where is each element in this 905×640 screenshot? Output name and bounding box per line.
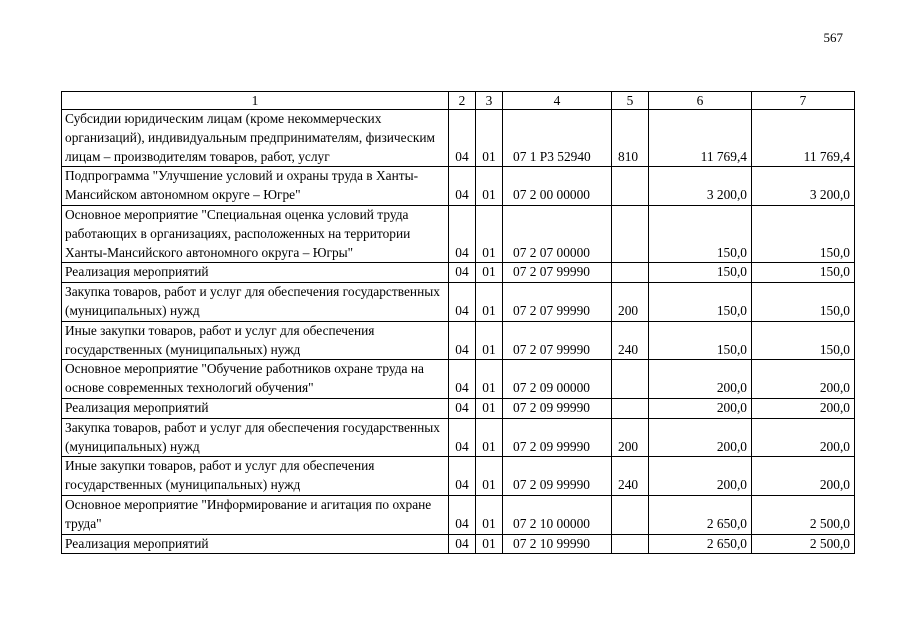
row-expense-type	[612, 205, 649, 262]
row-amount-1: 150,0	[649, 263, 752, 283]
table-body	[62, 110, 855, 554]
row-amount-1: 3 200,0	[649, 167, 752, 206]
row-section: 04	[449, 283, 476, 322]
header-row	[62, 92, 855, 110]
table-row	[62, 534, 855, 554]
row-expense-type	[612, 534, 649, 554]
row-subsection: 01	[476, 321, 503, 360]
row-name: Иные закупки товаров, работ и услуг для обеспечения государственных (муниципальных) нужд	[62, 457, 449, 496]
row-amount-2: 11 769,4	[752, 110, 855, 167]
row-target-code: 07 2 09 99990	[503, 398, 612, 418]
row-subsection: 01	[476, 110, 503, 167]
row-section: 04	[449, 205, 476, 262]
row-target-code: 07 2 07 99990	[503, 283, 612, 322]
row-name: Основное мероприятие "Информирование и агитация по охране труда"	[62, 495, 449, 534]
header-col-3: 3	[476, 92, 503, 110]
row-name: Реализация мероприятий	[62, 398, 449, 418]
row-amount-1: 11 769,4	[649, 110, 752, 167]
row-name: Реализация мероприятий	[62, 263, 449, 283]
row-section: 04	[449, 398, 476, 418]
table-row	[62, 321, 855, 360]
row-amount-1: 150,0	[649, 283, 752, 322]
row-section: 04	[449, 321, 476, 360]
row-target-code: 07 2 07 99990	[503, 321, 612, 360]
row-target-code: 07 2 07 00000	[503, 205, 612, 262]
header-col-1: 1	[62, 92, 449, 110]
row-subsection: 01	[476, 283, 503, 322]
row-target-code: 07 2 10 99990	[503, 534, 612, 554]
table-row	[62, 263, 855, 283]
row-target-code: 07 2 09 00000	[503, 360, 612, 399]
header-col-4: 4	[503, 92, 612, 110]
table-header	[62, 92, 855, 110]
row-amount-1: 200,0	[649, 360, 752, 399]
row-subsection: 01	[476, 457, 503, 496]
row-amount-1: 2 650,0	[649, 534, 752, 554]
row-expense-type	[612, 398, 649, 418]
row-subsection: 01	[476, 205, 503, 262]
budget-table	[61, 91, 855, 554]
row-name: Основное мероприятие "Обучение работников охране труда на основе современных технологий обучения"	[62, 360, 449, 399]
row-name: Реализация мероприятий	[62, 534, 449, 554]
row-amount-2: 3 200,0	[752, 167, 855, 206]
table-row	[62, 418, 855, 457]
page-number: 567	[823, 30, 843, 45]
table-row	[62, 457, 855, 496]
table-row	[62, 205, 855, 262]
row-amount-1: 150,0	[649, 205, 752, 262]
header-col-5: 5	[612, 92, 649, 110]
table-row	[62, 283, 855, 322]
row-expense-type	[612, 495, 649, 534]
row-name: Подпрограмма "Улучшение условий и охраны труда в Ханты-Мансийском автономном округе – Югре"	[62, 167, 449, 206]
row-section: 04	[449, 360, 476, 399]
row-target-code: 07 2 09 99990	[503, 457, 612, 496]
table-row	[62, 360, 855, 399]
row-amount-2: 2 500,0	[752, 534, 855, 554]
row-amount-2: 200,0	[752, 360, 855, 399]
row-amount-1: 200,0	[649, 457, 752, 496]
row-section: 04	[449, 110, 476, 167]
row-section: 04	[449, 534, 476, 554]
row-target-code: 07 2 00 00000	[503, 167, 612, 206]
row-amount-1: 200,0	[649, 398, 752, 418]
row-subsection: 01	[476, 495, 503, 534]
row-target-code: 07 2 07 99990	[503, 263, 612, 283]
row-amount-2: 200,0	[752, 457, 855, 496]
row-name: Субсидии юридическим лицам (кроме некоммерческих организаций), индивидуальным предпринимателям, физическим лицам – производителям товаров, работ, услуг	[62, 110, 449, 167]
row-amount-2: 150,0	[752, 283, 855, 322]
row-section: 04	[449, 457, 476, 496]
row-amount-2: 200,0	[752, 418, 855, 457]
table-row	[62, 167, 855, 206]
header-col-2: 2	[449, 92, 476, 110]
row-subsection: 01	[476, 167, 503, 206]
row-amount-1: 2 650,0	[649, 495, 752, 534]
row-expense-type: 810	[612, 110, 649, 167]
row-amount-2: 200,0	[752, 398, 855, 418]
row-section: 04	[449, 418, 476, 457]
row-subsection: 01	[476, 360, 503, 399]
table-row	[62, 495, 855, 534]
row-amount-2: 150,0	[752, 263, 855, 283]
row-subsection: 01	[476, 398, 503, 418]
row-name: Закупка товаров, работ и услуг для обеспечения государственных (муниципальных) нужд	[62, 418, 449, 457]
header-col-6: 6	[649, 92, 752, 110]
row-amount-1: 200,0	[649, 418, 752, 457]
row-expense-type	[612, 167, 649, 206]
row-target-code: 07 2 09 99990	[503, 418, 612, 457]
row-section: 04	[449, 495, 476, 534]
row-subsection: 01	[476, 534, 503, 554]
row-name: Основное мероприятие "Специальная оценка условий труда работающих в организациях, расположенных на территории Ханты-Мансийского автономного округа – Югры"	[62, 205, 449, 262]
row-section: 04	[449, 263, 476, 283]
row-name: Закупка товаров, работ и услуг для обеспечения государственных (муниципальных) нужд	[62, 283, 449, 322]
row-amount-1: 150,0	[649, 321, 752, 360]
row-amount-2: 2 500,0	[752, 495, 855, 534]
row-expense-type: 200	[612, 418, 649, 457]
row-expense-type: 240	[612, 457, 649, 496]
row-name: Иные закупки товаров, работ и услуг для обеспечения государственных (муниципальных) нужд	[62, 321, 449, 360]
row-target-code: 07 1 P3 52940	[503, 110, 612, 167]
row-subsection: 01	[476, 418, 503, 457]
row-expense-type	[612, 263, 649, 283]
table-row	[62, 398, 855, 418]
row-subsection: 01	[476, 263, 503, 283]
table-row	[62, 110, 855, 167]
row-amount-2: 150,0	[752, 205, 855, 262]
row-expense-type: 240	[612, 321, 649, 360]
row-expense-type	[612, 360, 649, 399]
row-target-code: 07 2 10 00000	[503, 495, 612, 534]
row-amount-2: 150,0	[752, 321, 855, 360]
row-expense-type: 200	[612, 283, 649, 322]
row-section: 04	[449, 167, 476, 206]
header-col-7: 7	[752, 92, 855, 110]
